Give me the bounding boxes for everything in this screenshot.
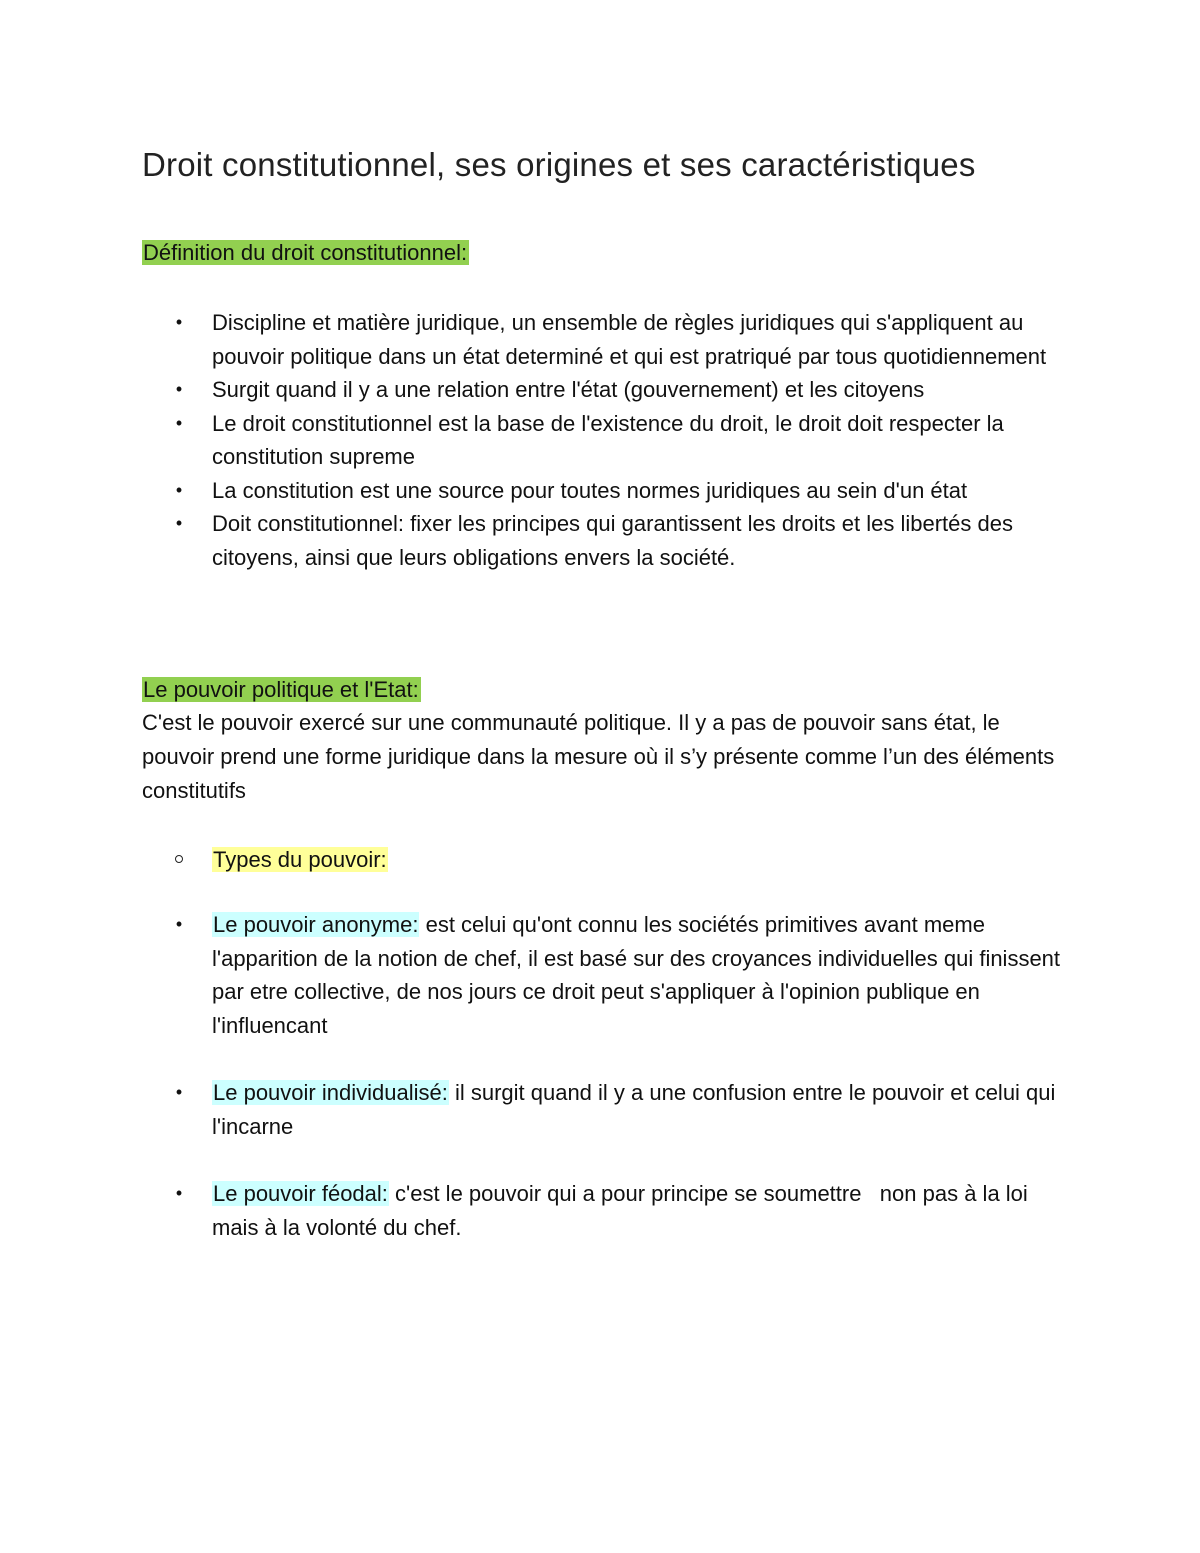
- pouvoir-paragraph: C'est le pouvoir exercé sur une communauté politique. Il y a pas de pouvoir sans état, le pouvoir prend une forme juridique dans la mesure où il s’y présente comme l’un des éléments constitutifs: [142, 710, 1055, 803]
- list-item: • Discipline et matière juridique, un ensemble de règles juridiques qui s'appliquent au pouvoir politique dans un état determiné et qui est pratriqué par tous quotidiennement: [142, 306, 1072, 373]
- bullet-icon: •: [175, 412, 183, 433]
- bullet-icon: •: [175, 479, 183, 500]
- types-heading: Types du pouvoir:: [213, 847, 387, 872]
- list-item: • Le droit constitutionnel est la base de l'existence du droit, le droit doit respecter la constitution supreme: [142, 407, 1072, 474]
- type-description: est celui qu'ont connu les sociétés primitives avant meme l'apparition de la notion de chef, il est basé sur des croyances individuelles qui finissent par etre collective, de nos jours ce droit peut s'appliquer à l'opinion publique en l'influencant: [212, 912, 1061, 1038]
- section-heading-definition: [142, 236, 469, 270]
- type-description: il surgit quand il y a une confusion entre le pouvoir et celui qui l'incarne: [212, 1080, 1056, 1139]
- section-heading-pouvoir: [142, 673, 421, 707]
- types-heading-item: [142, 843, 1072, 877]
- bullet-icon: •: [175, 312, 183, 332]
- definition-bullet-list: [142, 306, 1072, 574]
- type-term: Le pouvoir anonyme:: [213, 912, 419, 937]
- type-item-feodal: [142, 1177, 1072, 1244]
- type-item-anonyme: [142, 908, 1072, 1042]
- type-item-individualise: [142, 1076, 1072, 1143]
- section-heading-definition-text: Définition du droit constitutionnel:: [143, 240, 468, 265]
- document-title: Droit constitutionnel, ses origines et ses caractéristiques: [142, 146, 976, 183]
- type-term: Le pouvoir individualisé:: [213, 1080, 448, 1105]
- bullet-icon: •: [175, 1082, 183, 1102]
- section-heading-pouvoir-text: Le pouvoir politique et l'Etat:: [143, 677, 419, 702]
- bullet-icon: •: [175, 513, 183, 533]
- bullet-icon: •: [175, 914, 183, 934]
- bullet-icon: •: [175, 379, 183, 399]
- type-term: Le pouvoir féodal:: [213, 1181, 388, 1206]
- type-description: c'est le pouvoir qui a pour principe se soumettre non pas à la loi mais à la volonté du chef.: [212, 1181, 1034, 1240]
- hollow-bullet-icon: [175, 855, 183, 863]
- list-item: • Surgit quand il y a une relation entre l'état (gouvernement) et les citoyens: [142, 373, 1072, 407]
- list-item: • La constitution est une source pour toutes normes juridiques au sein d'un état: [142, 474, 1072, 508]
- list-item: • Doit constitutionnel: fixer les principes qui garantissent les droits et les libertés des citoyens, ainsi que leurs obligations envers la société.: [142, 507, 1072, 574]
- bullet-icon: •: [175, 1183, 183, 1203]
